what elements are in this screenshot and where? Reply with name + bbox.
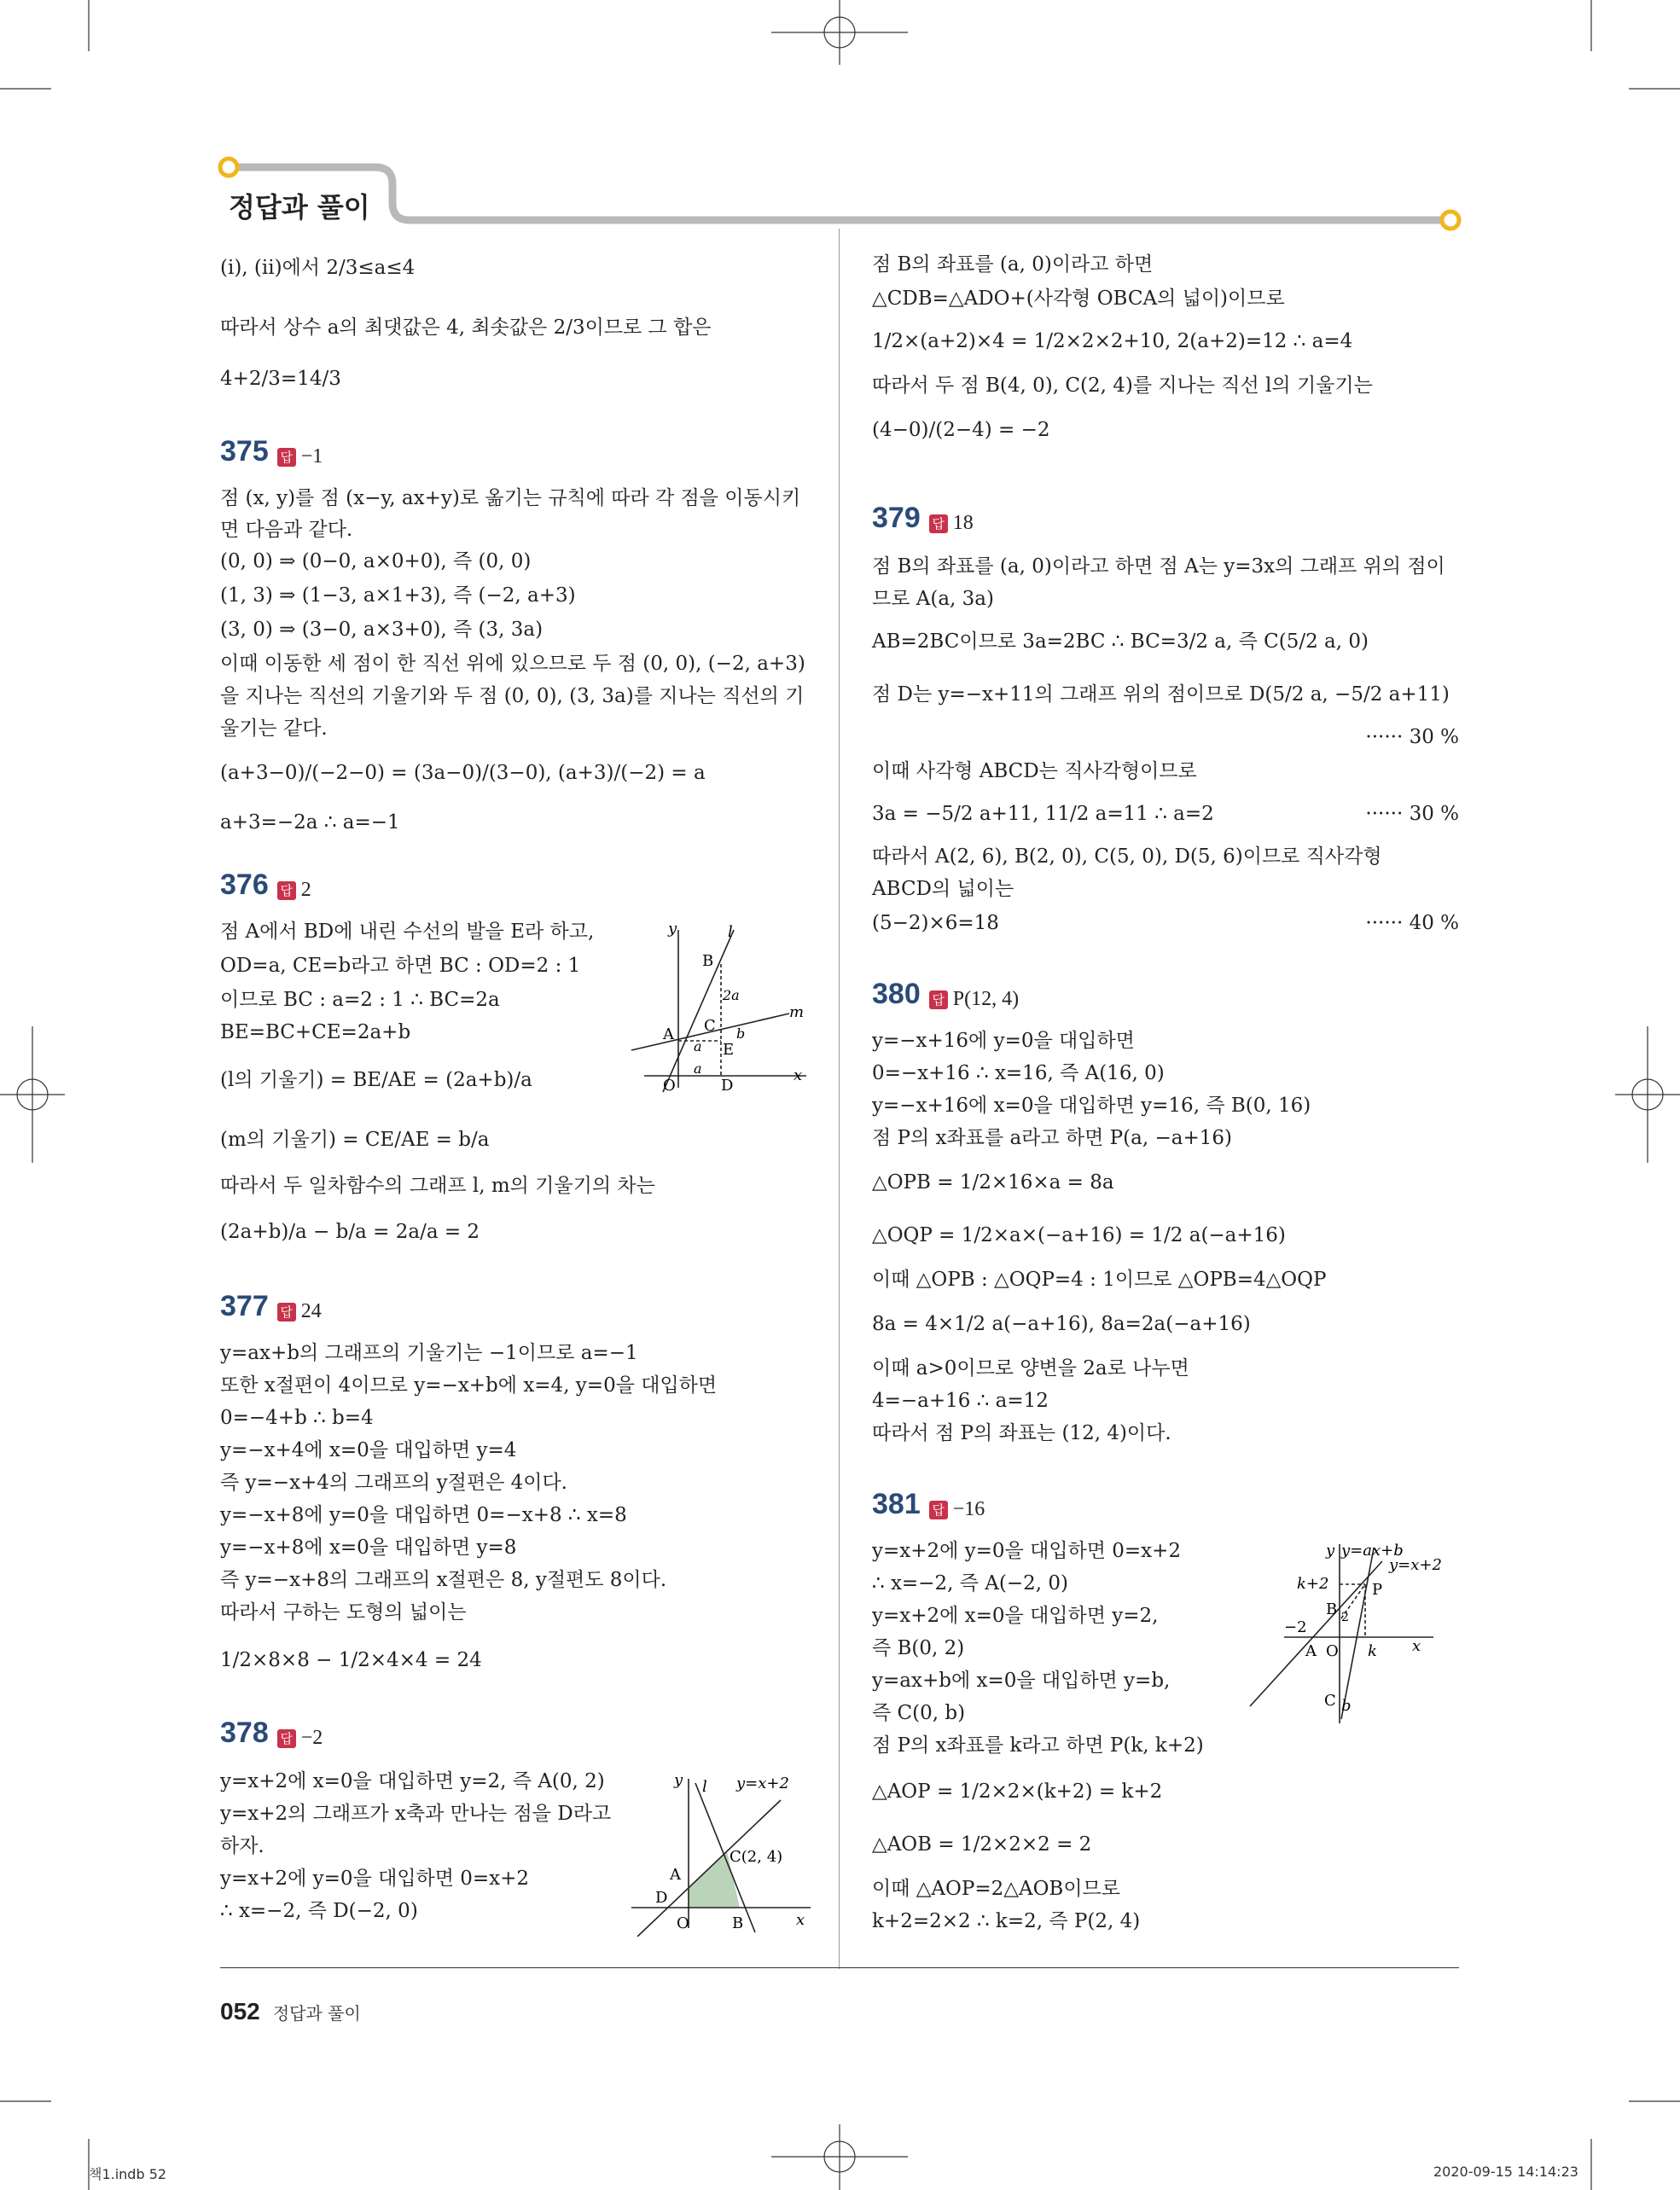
problem-380-heading — [872, 978, 1019, 1011]
solution-line: 이때 이동한 세 점이 한 직선 위에 있으므로 두 점 (0, 0), (−2, a+3) — [220, 653, 805, 675]
fig-label: y — [1326, 1542, 1335, 1560]
solution-line: 이때 △AOP=2△AOB이므로 — [872, 1878, 1120, 1900]
solution-line: 따라서 두 점 B(4, 0), C(2, 4)를 지나는 직선 l의 기울기는 — [872, 375, 1373, 397]
solution-line: 즉 C(0, b) — [872, 1702, 966, 1724]
problem-number: 380 — [872, 978, 921, 1010]
problem-376-heading — [220, 868, 311, 902]
fig-label: k — [1368, 1642, 1377, 1660]
fig-label: C(2, 4) — [730, 1848, 783, 1866]
solution-line: (5−2)×6=18 — [872, 912, 999, 934]
fig-label: b — [736, 1025, 746, 1042]
fig-label: x — [796, 1911, 805, 1929]
solution-line: 1/2×8×8 − 1/2×4×4 = 24 — [220, 1649, 482, 1671]
solution-line: 따라서 점 P의 좌표는 (12, 4)이다. — [872, 1422, 1171, 1444]
fig-label: O — [1326, 1642, 1339, 1660]
fig-label: 2a — [723, 987, 740, 1003]
fig-label: x — [793, 1066, 803, 1084]
solution-line: (1, 3) ⇒ (1−3, a×1+3), 즉 (−2, a+3) — [220, 584, 576, 607]
fig-label: y=x+2 — [1389, 1556, 1442, 1574]
solution-line: (0, 0) ⇒ (0−0, a×0+0), 즉 (0, 0) — [220, 550, 532, 572]
solution-line: (2a+b)/a − b/a = 2a/a = 2 — [220, 1221, 480, 1243]
solution-line: BE=BC+CE=2a+b — [220, 1021, 411, 1043]
fig-label: B — [702, 952, 714, 970]
problem-number: 378 — [220, 1717, 269, 1749]
fig-label: l — [728, 923, 733, 941]
solution-line: △CDB=△ADO+(사각형 OBCA의 넓이)이므로 — [872, 288, 1285, 310]
problem-number: 376 — [220, 868, 269, 901]
solution-line: ∴ x=−2, 즉 A(−2, 0) — [872, 1572, 1068, 1595]
solution-line: △AOP = 1/2×2×(k+2) = k+2 — [872, 1780, 1163, 1803]
figure-381 — [1246, 1540, 1469, 1728]
solution-line: 점 B의 좌표를 (a, 0)이라고 하면 — [872, 253, 1154, 276]
solution-line: 울기는 같다. — [220, 717, 328, 740]
solution-line: ABCD의 넓이는 — [872, 878, 1014, 900]
fig-label: a — [694, 1060, 702, 1077]
solution-line: 이때 사각형 ABCD는 직사각형이므로 — [872, 760, 1197, 782]
figure-378 — [627, 1766, 819, 1937]
solution-line: 따라서 두 일차함수의 그래프 l, m의 기울기의 차는 — [220, 1175, 655, 1197]
problem-number: 375 — [220, 435, 269, 468]
slug-timestamp: 2020-09-15 14:14:23 — [1433, 2164, 1578, 2180]
percent-mark: ······ 40 % — [1365, 912, 1459, 934]
solution-line: y=−x+4에 x=0을 대입하면 y=4 — [220, 1439, 517, 1461]
solution-line: △AOB = 1/2×2×2 = 2 — [872, 1833, 1092, 1856]
solution-line: 면 다음과 같다. — [220, 519, 353, 541]
answer-value: 18 — [952, 512, 974, 534]
solution-line: 4=−a+16 ∴ a=12 — [872, 1390, 1049, 1412]
solution-line: △OQP = 1/2×a×(−a+16) = 1/2 a(−a+16) — [872, 1224, 1286, 1246]
solution-line: 이때 a>0이므로 양변을 2a로 나누면 — [872, 1357, 1189, 1380]
fig-label: m — [789, 1003, 805, 1021]
solution-line: ∴ x=−2, 즉 D(−2, 0) — [220, 1900, 418, 1922]
intro-line: (i), (ii)에서 2/3≤a≤4 — [220, 257, 416, 279]
solution-line: 점 A에서 BD에 내린 수선의 발을 E라 하고, — [220, 921, 595, 943]
solution-line: y=−x+8에 y=0을 대입하면 0=−x+8 ∴ x=8 — [220, 1504, 627, 1526]
problem-381-heading — [872, 1488, 985, 1521]
fig-label: y=x+2 — [736, 1775, 789, 1792]
problem-number: 379 — [872, 502, 921, 534]
page-header-title: 정답과 풀이 — [229, 191, 370, 224]
answer-value: 2 — [300, 879, 311, 901]
solution-line: 3a = −5/2 a+11, 11/2 a=11 ∴ a=2 — [872, 803, 1214, 825]
solution-line: 점 B의 좌표를 (a, 0)이라고 하면 점 A는 y=3x의 그래프 위의 점이 — [872, 555, 1445, 578]
fig-label: A — [1305, 1642, 1317, 1660]
problem-377-heading — [220, 1290, 322, 1323]
solution-line: 또한 x절편이 4이므로 y=−x+b에 x=4, y=0을 대입하면 — [220, 1374, 718, 1397]
problem-375-heading — [220, 435, 323, 468]
solution-line: y=x+2에 y=0을 대입하면 0=x+2 — [872, 1540, 1182, 1562]
answer-badge-icon: 답 — [277, 881, 296, 900]
solution-line: 즉 y=−x+8의 그래프의 x절편은 8, y절편도 8이다. — [220, 1569, 667, 1591]
fig-label: C — [704, 1017, 716, 1035]
solution-line: 즉 B(0, 2) — [872, 1637, 965, 1659]
solution-line: △OPB = 1/2×16×a = 8a — [872, 1171, 1114, 1194]
solution-line: (m의 기울기) = CE/AE = b/a — [220, 1129, 490, 1151]
answer-badge-icon: 답 — [929, 990, 948, 1009]
solution-line: 따라서 구하는 도형의 넓이는 — [220, 1601, 467, 1624]
answer-badge-icon: 답 — [277, 448, 296, 467]
fig-label: y=ax+b — [1341, 1542, 1404, 1560]
answer-value: −2 — [300, 1727, 323, 1749]
solution-line: y=x+2에 x=0을 대입하면 y=2, 즉 A(0, 2) — [220, 1770, 605, 1792]
solution-line: 1/2×(a+2)×4 = 1/2×2×2+10, 2(a+2)=12 ∴ a=4 — [872, 330, 1353, 352]
solution-line: 이때 △OPB : △OQP=4 : 1이므로 △OPB=4△OQP — [872, 1269, 1327, 1291]
intro-line: 따라서 상수 a의 최댓값은 4, 최솟값은 2/3이므로 그 합은 — [220, 317, 712, 339]
answer-value: −1 — [300, 445, 323, 468]
solution-line: a+3=−2a ∴ a=−1 — [220, 811, 400, 834]
solution-line: 8a = 4×1/2 a(−a+16), 8a=2a(−a+16) — [872, 1313, 1251, 1335]
fig-label: b — [1341, 1697, 1352, 1715]
solution-line: 점 P의 x좌표를 k라고 하면 P(k, k+2) — [872, 1734, 1204, 1757]
fig-label: D — [721, 1077, 734, 1095]
fig-label: O — [677, 1914, 689, 1932]
problem-number: 381 — [872, 1488, 921, 1520]
solution-line: y=−x+16에 x=0을 대입하면 y=16, 즉 B(0, 16) — [872, 1095, 1311, 1117]
solution-line: y=−x+16에 y=0을 대입하면 — [872, 1030, 1135, 1052]
solution-line: OD=a, CE=b라고 하면 BC : OD=2 : 1 — [220, 955, 581, 977]
solution-line: 점 D는 y=−x+11의 그래프 위의 점이므로 D(5/2 a, −5/2 a+11) — [872, 683, 1450, 706]
fig-label: O — [663, 1077, 676, 1095]
fig-label: P — [1372, 1581, 1383, 1599]
solution-line: (3, 0) ⇒ (3−0, a×3+0), 즉 (3, 3a) — [220, 619, 544, 641]
fig-label: −2 — [1284, 1618, 1307, 1636]
answer-value: 24 — [300, 1300, 322, 1322]
solution-line: y=x+2에 x=0을 대입하면 y=2, — [872, 1605, 1159, 1627]
solution-line: 점 P의 x좌표를 a라고 하면 P(a, −a+16) — [872, 1127, 1232, 1149]
solution-line: 을 지나는 직선의 기울기와 두 점 (0, 0), (3, 3a)를 지나는 직선의 기 — [220, 685, 805, 707]
answer-value: P(12, 4) — [952, 988, 1020, 1010]
answer-badge-icon: 답 — [929, 1501, 948, 1519]
solution-line: 하자. — [220, 1835, 264, 1857]
problem-378-heading — [220, 1717, 323, 1750]
intro-line: 4+2/3=14/3 — [220, 368, 341, 390]
column-divider — [839, 229, 840, 1969]
fig-label: A — [670, 1866, 681, 1884]
percent-mark: ······ 30 % — [1365, 803, 1459, 825]
fig-label: B — [732, 1914, 744, 1932]
fig-label: D — [655, 1889, 668, 1907]
solution-line: y=ax+b에 x=0을 대입하면 y=b, — [872, 1670, 1171, 1692]
solution-line: 이므로 BC : a=2 : 1 ∴ BC=2a — [220, 989, 500, 1011]
solution-line: (l의 기울기) = BE/AE = (2a+b)/a — [220, 1069, 532, 1091]
problem-number: 377 — [220, 1290, 269, 1322]
solution-line: AB=2BC이므로 3a=2BC ∴ BC=3/2 a, 즉 C(5/2 a, 0) — [872, 630, 1369, 653]
footer-label: 정답과 풀이 — [272, 2003, 361, 2024]
fig-label: x — [1412, 1637, 1421, 1655]
solution-line: 0=−4+b ∴ b=4 — [220, 1407, 374, 1429]
answer-badge-icon: 답 — [277, 1303, 296, 1322]
figure-376 — [627, 921, 811, 1101]
fig-label: A — [663, 1025, 674, 1043]
footer-rule — [220, 1967, 1459, 1968]
answer-badge-icon: 답 — [277, 1729, 296, 1748]
solution-line: k+2=2×2 ∴ k=2, 즉 P(2, 4) — [872, 1910, 1141, 1932]
fig-label: C — [1324, 1692, 1336, 1710]
fig-label: 2 — [1341, 1611, 1349, 1624]
solution-line: y=−x+8에 x=0을 대입하면 y=8 — [220, 1536, 517, 1559]
fig-label: y — [674, 1771, 683, 1789]
answer-badge-icon: 답 — [929, 514, 948, 533]
solution-line: 점 (x, y)를 점 (x−y, ax+y)로 옮기는 규칙에 따라 각 점을 이동시키 — [220, 487, 801, 509]
solution-line: 므로 A(a, 3a) — [872, 588, 994, 610]
fig-label: y — [668, 921, 677, 938]
solution-line: (a+3−0)/(−2−0) = (3a−0)/(3−0), (a+3)/(−2) = a — [220, 762, 706, 784]
solution-line: y=ax+b의 그래프의 기울기는 −1이므로 a=−1 — [220, 1342, 638, 1364]
solution-line: 즉 y=−x+4의 그래프의 y절편은 4이다. — [220, 1472, 567, 1494]
fig-label: E — [723, 1041, 735, 1059]
fig-label: a — [694, 1038, 702, 1054]
solution-line: (4−0)/(2−4) = −2 — [872, 419, 1050, 441]
solution-line: 0=−x+16 ∴ x=16, 즉 A(16, 0) — [872, 1062, 1165, 1084]
percent-mark: ······ 30 % — [1365, 726, 1459, 748]
problem-379-heading — [872, 502, 974, 535]
solution-line: y=x+2에 y=0을 대입하면 0=x+2 — [220, 1868, 530, 1890]
answer-value: −16 — [952, 1498, 985, 1520]
fig-label: l — [702, 1778, 707, 1796]
slug-file: 책1.indb 52 — [89, 2166, 167, 2182]
solution-line: y=x+2의 그래프가 x축과 만나는 점을 D라고 — [220, 1803, 612, 1825]
solution-line: 따라서 A(2, 6), B(2, 0), C(5, 0), D(5, 6)이므로 직사각형 — [872, 845, 1382, 868]
fig-label: k+2 — [1297, 1575, 1329, 1593]
page-number: 052 — [220, 1998, 260, 2024]
fig-label: B — [1326, 1600, 1338, 1618]
footer — [220, 1998, 361, 2025]
